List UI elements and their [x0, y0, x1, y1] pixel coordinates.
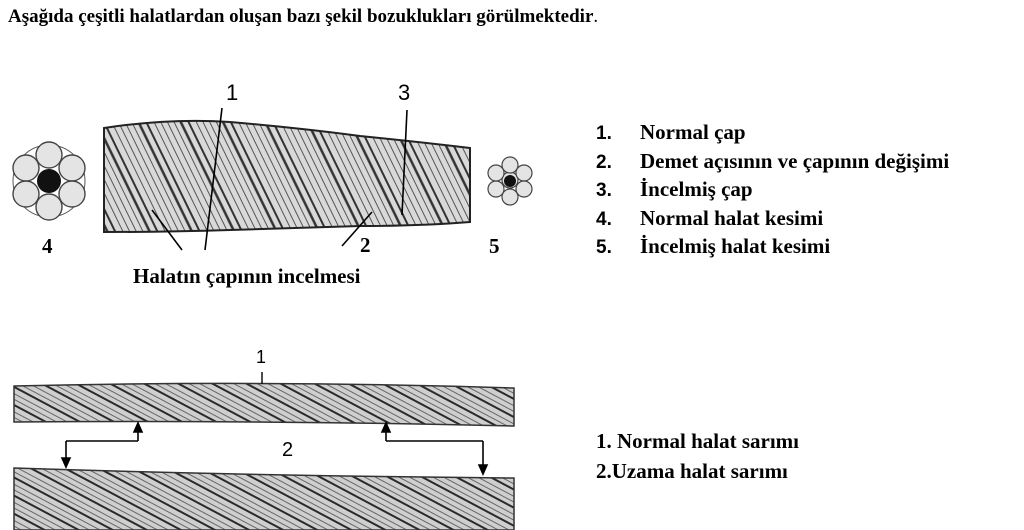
reduced-rope-cross-section: [488, 157, 532, 205]
list-item-number: 2.: [596, 151, 612, 173]
callout-label-5: 5: [489, 234, 500, 258]
heading-text: Aşağıda çeşitli halatlardan oluşan bazı şekil bozuklukları görülmektedir: [8, 6, 594, 27]
list-item: 2.Uzama halat sarımı: [596, 459, 788, 483]
callout-fig2-label-2: 2: [282, 439, 294, 461]
callout-label-1: 1: [226, 80, 239, 105]
callout-fig2-label-1: 1: [256, 347, 267, 367]
list-item-text: Demet açısının ve çapının değişimi: [640, 148, 950, 173]
list-item: [596, 205, 949, 234]
list-item-number: 4.: [596, 208, 612, 230]
list-item: [596, 119, 949, 148]
list-item: [596, 148, 949, 177]
rope-normal-lay: [14, 383, 514, 426]
list-item-number: 3.: [596, 180, 612, 201]
rope-diameter-reduction: [104, 121, 470, 232]
legend-list-2: [596, 426, 799, 486]
heading-period: .: [593, 6, 599, 27]
list-item-text: Normal halat kesimi: [640, 205, 824, 230]
normal-rope-cross-section: [13, 142, 85, 220]
list-item-text: İncelmiş çap: [640, 177, 753, 201]
callout-label-3: 3: [398, 80, 411, 105]
list-item: 1. Normal halat sarımı: [596, 429, 799, 453]
rope-stretched-lay: [14, 468, 514, 530]
callout-fig2-2-brackets: [62, 423, 487, 474]
callout-label-4: 4: [42, 234, 53, 258]
list-item-text: Normal çap: [640, 120, 746, 144]
list-item-number: 5.: [596, 237, 612, 258]
legend-list-1: [596, 119, 949, 262]
figure-caption: Halatın çapının incelmesi: [133, 264, 361, 288]
list-item-text: İncelmiş halat kesimi: [640, 234, 831, 258]
callout-label-2: 2: [360, 233, 371, 257]
list-item: [596, 233, 949, 262]
list-item-number: 1.: [596, 123, 612, 144]
list-item: [596, 176, 949, 205]
